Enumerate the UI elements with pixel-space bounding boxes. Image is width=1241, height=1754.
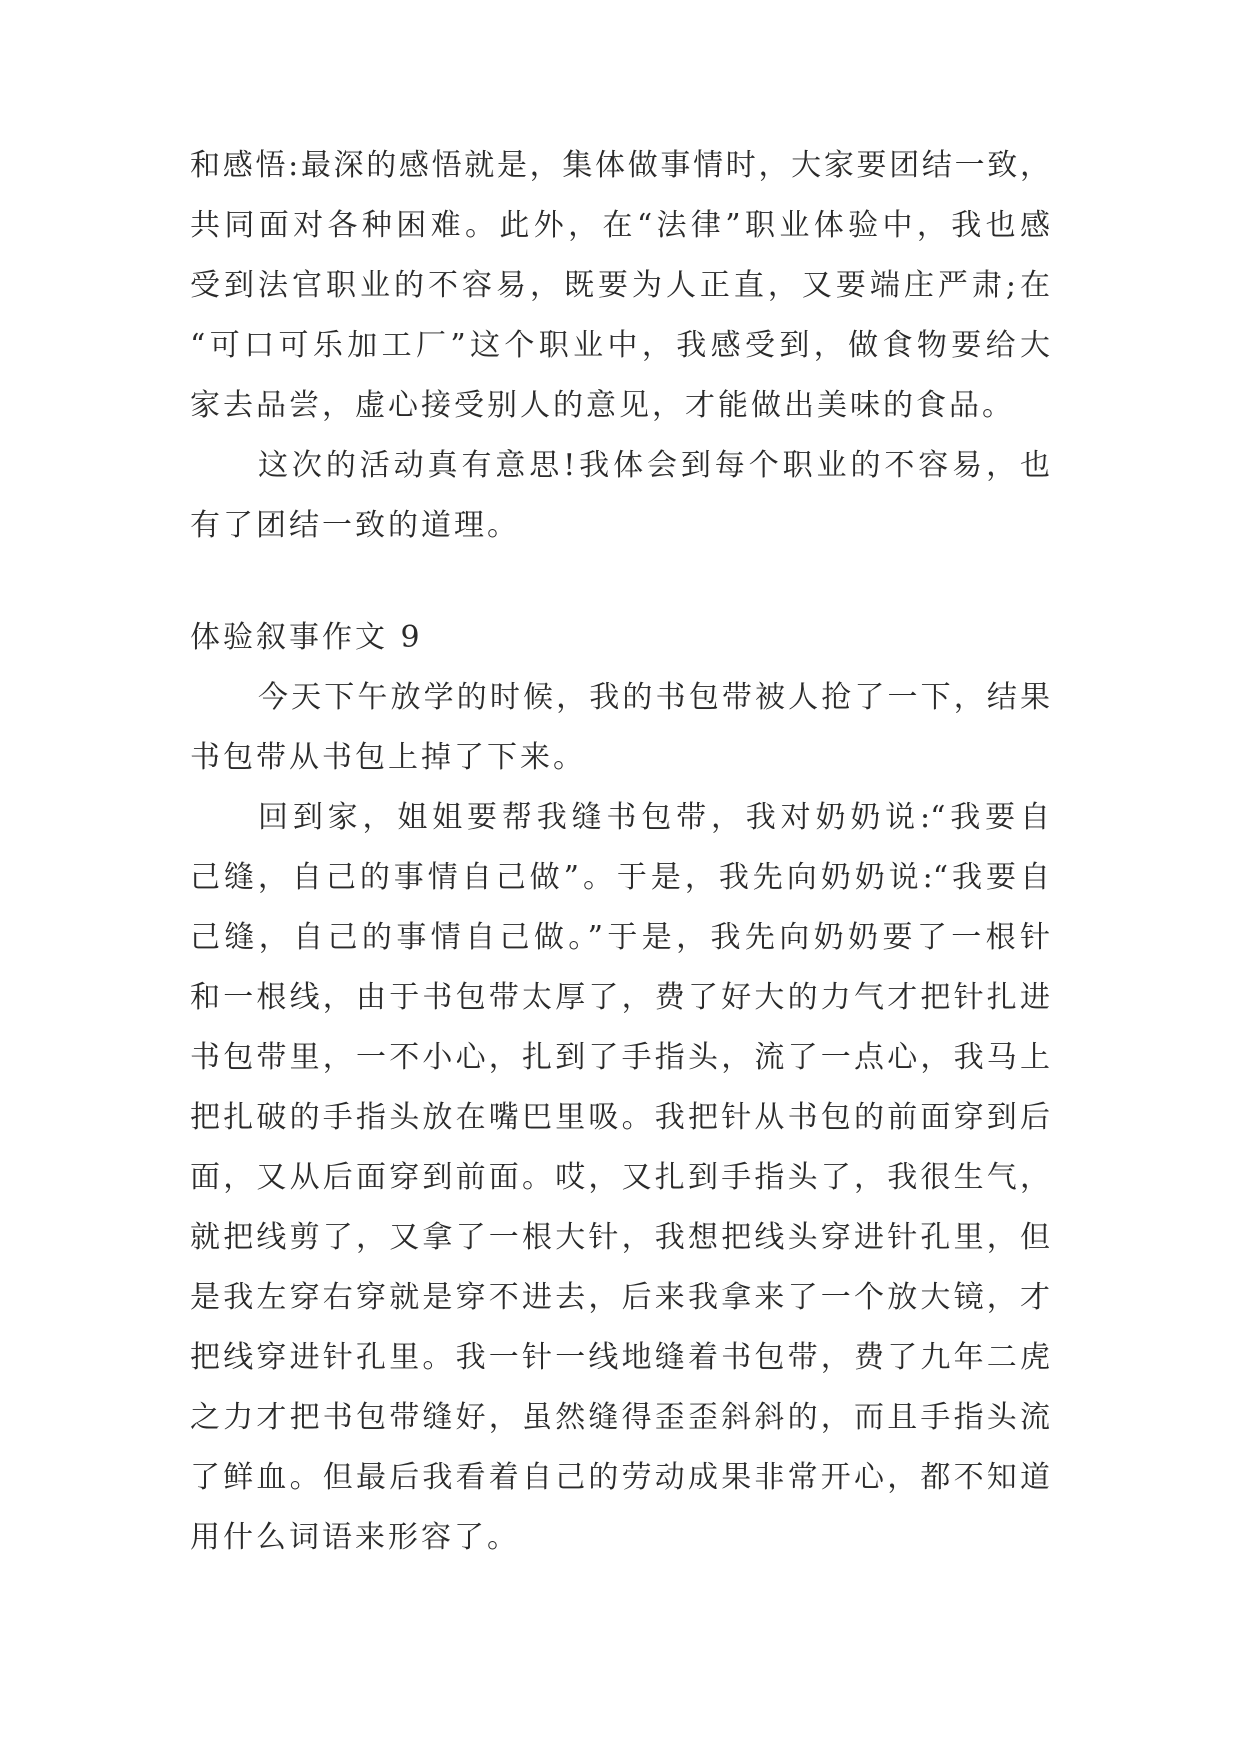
text-line: 和感悟:最深的感悟就是，集体做事情时，大家要团结一致， bbox=[190, 148, 1050, 183]
text-line: 就把线剪了，又拿了一根大针，我想把线头穿进针孔里，但 bbox=[190, 1220, 1050, 1255]
text-line: 受到法官职业的不容易，既要为人正直，又要端庄严肃;在 bbox=[190, 268, 1050, 303]
text-line: 己缝，自己的事情自己做。”于是，我先向奶奶要了一根针 bbox=[190, 920, 1050, 955]
text-line: 了鲜血。但最后我看着自己的劳动成果非常开心，都不知道 bbox=[190, 1460, 1050, 1495]
text-line: 书包带里，一不小心，扎到了手指头，流了一点心，我马上 bbox=[190, 1040, 1050, 1075]
text-line: 有了团结一致的道理。 bbox=[190, 508, 520, 543]
text-line: 面，又从后面穿到前面。哎，又扎到手指头了，我很生气， bbox=[190, 1160, 1050, 1195]
paragraph-reflection bbox=[190, 136, 1050, 436]
text-line: 之力才把书包带缝好，虽然缝得歪歪斜斜的，而且手指头流 bbox=[190, 1400, 1050, 1435]
text-line: 共同面对各种困难。此外，在“法律”职业体验中，我也感 bbox=[190, 208, 1050, 243]
text-line: 己缝，自己的事情自己做”。于是，我先向奶奶说:“我要自 bbox=[190, 860, 1050, 895]
text-line: “可口可乐加工厂”这个职业中，我感受到，做食物要给大 bbox=[190, 328, 1050, 363]
text-line: 家去品尝，虚心接受别人的意见，才能做出美味的食品。 bbox=[190, 388, 1015, 423]
text-line: 用什么词语来形容了。 bbox=[190, 1520, 520, 1555]
text-line: 和一根线，由于书包带太厚了，费了好大的力气才把针扎进 bbox=[190, 980, 1050, 1015]
text-line: 把线穿进针孔里。我一针一线地缝着书包带，费了九年二虎 bbox=[190, 1340, 1050, 1375]
text-line: 今天下午放学的时候，我的书包带被人抢了一下，结果 bbox=[258, 680, 1050, 715]
text-line: 这次的活动真有意思!我体会到每个职业的不容易，也 bbox=[258, 448, 1050, 483]
paragraph-intro bbox=[190, 668, 1050, 788]
text-line: 是我左穿右穿就是穿不进去，后来我拿来了一个放大镜，才 bbox=[190, 1280, 1050, 1315]
text-line: 回到家，姐姐要帮我缝书包带，我对奶奶说:“我要自 bbox=[258, 800, 1050, 835]
essay-title: 体验叙事作文 9 bbox=[190, 620, 423, 655]
text-line: 把扎破的手指头放在嘴巴里吸。我把针从书包的前面穿到后 bbox=[190, 1100, 1050, 1135]
paragraph-conclusion bbox=[190, 436, 1050, 556]
paragraph-story bbox=[190, 788, 1050, 1568]
text-line: 书包带从书包上掉了下来。 bbox=[190, 740, 586, 775]
